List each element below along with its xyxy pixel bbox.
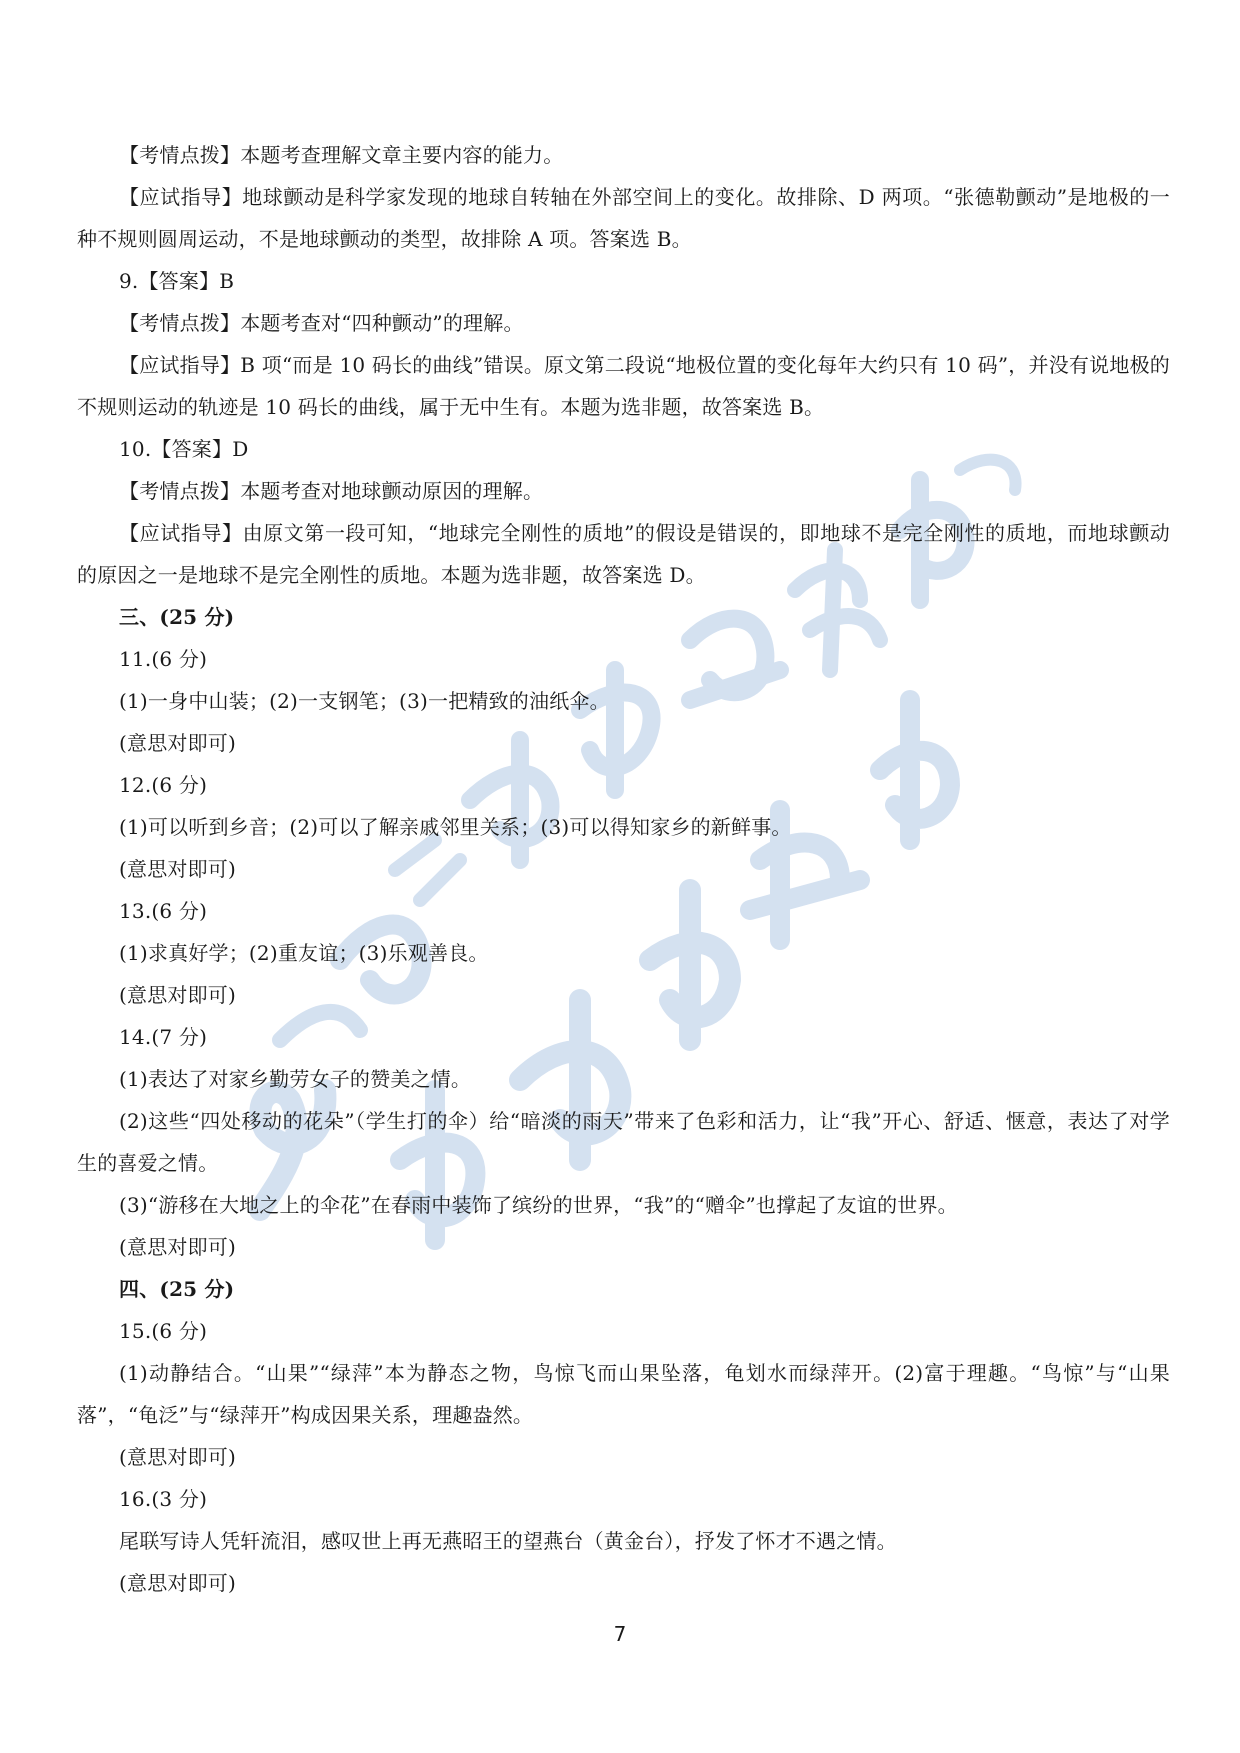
answer-line: 12.(6 分) xyxy=(119,773,208,797)
answer-paragraph: 【应试指导】由原文第一段可知，“地球完全刚性的质地”的假设是错误的，即地球不是完全刚性的质地，而地球颤动的原因之一是地球不是完全刚性的质地。本题为选非题，故答案选 D。 xyxy=(77,521,1170,587)
answer-line: (1)可以听到乡音；(2)可以了解亲戚邻里关系；(3)可以得知家乡的新鲜事。 xyxy=(119,815,792,839)
answer-line: 14.(7 分) xyxy=(119,1025,208,1049)
answer-line: 【考情点拨】本题考查理解文章主要内容的能力。 xyxy=(119,143,564,167)
answer-paragraph: 【应试指导】地球颤动是科学家发现的地球自转轴在外部空间上的变化。故排除、D 两项。“张德勒颤动”是地极的一种不规则圆周运动，不是地球颤动的类型，故排除 A 项。答案选 B。 xyxy=(77,185,1170,251)
answer-line: 13.(6 分) xyxy=(119,899,208,923)
answer-text-body xyxy=(77,134,1170,1604)
answer-line: (1)一身中山装；(2)一支钢笔；(3)一把精致的油纸伞。 xyxy=(119,689,610,713)
section-heading: 四、(25 分) xyxy=(119,1277,235,1301)
answer-line: 【考情点拨】本题考查对“四种颤动”的理解。 xyxy=(119,311,524,335)
answer-line: 15.(6 分) xyxy=(119,1319,208,1343)
answer-line: (意思对即可) xyxy=(119,1571,237,1595)
answer-line: 10.【答案】D xyxy=(119,437,249,461)
answer-line: (意思对即可) xyxy=(119,1445,237,1469)
answer-line: (意思对即可) xyxy=(119,857,237,881)
answer-paragraph: 【应试指导】B 项“而是 10 码长的曲线”错误。原文第二段说“地极位置的变化每年大约只有 10 码”，并没有说地极的不规则运动的轨迹是 10 码长的曲线，属于无中生有。本题为选非题，故答案选 B。 xyxy=(77,353,1170,419)
answer-paragraph: (2)这些“四处移动的花朵”（学生打的伞）给“暗淡的雨天”带来了色彩和活力，让“我”开心、舒适、惬意，表达了对学生的喜爱之情。 xyxy=(77,1109,1170,1175)
answer-paragraph: (1)动静结合。“山果”“绿萍”本为静态之物，鸟惊飞而山果坠落，龟划水而绿萍开。(2)富于理趣。“鸟惊”与“山果落”，“龟泛”与“绿萍开”构成因果关系，理趣盎然。 xyxy=(77,1361,1170,1427)
answer-line: 11.(6 分) xyxy=(119,647,208,671)
answer-line: (意思对即可) xyxy=(119,1235,237,1259)
section-heading: 三、(25 分) xyxy=(119,605,235,629)
answer-line: 16.(3 分) xyxy=(119,1487,208,1511)
answer-line: 9.【答案】B xyxy=(119,269,235,293)
answer-line: (1)求真好学；(2)重友谊；(3)乐观善良。 xyxy=(119,941,489,965)
answer-line: 【考情点拨】本题考查对地球颤动原因的理解。 xyxy=(119,479,544,503)
page-number: 7 xyxy=(613,1622,627,1646)
answer-line: (3)“游移在大地之上的伞花”在春雨中装饰了缤纷的世界，“我”的“赠伞”也撑起了友谊的世界。 xyxy=(119,1193,958,1217)
answer-line: (意思对即可) xyxy=(119,983,237,1007)
answer-line: (1)表达了对家乡勤劳女子的赞美之情。 xyxy=(119,1067,472,1091)
answer-line: 尾联写诗人凭轩流泪，感叹世上再无燕昭王的望燕台（黄金台），抒发了怀才不遇之情。 xyxy=(119,1529,897,1553)
answer-line: (意思对即可) xyxy=(119,731,237,755)
